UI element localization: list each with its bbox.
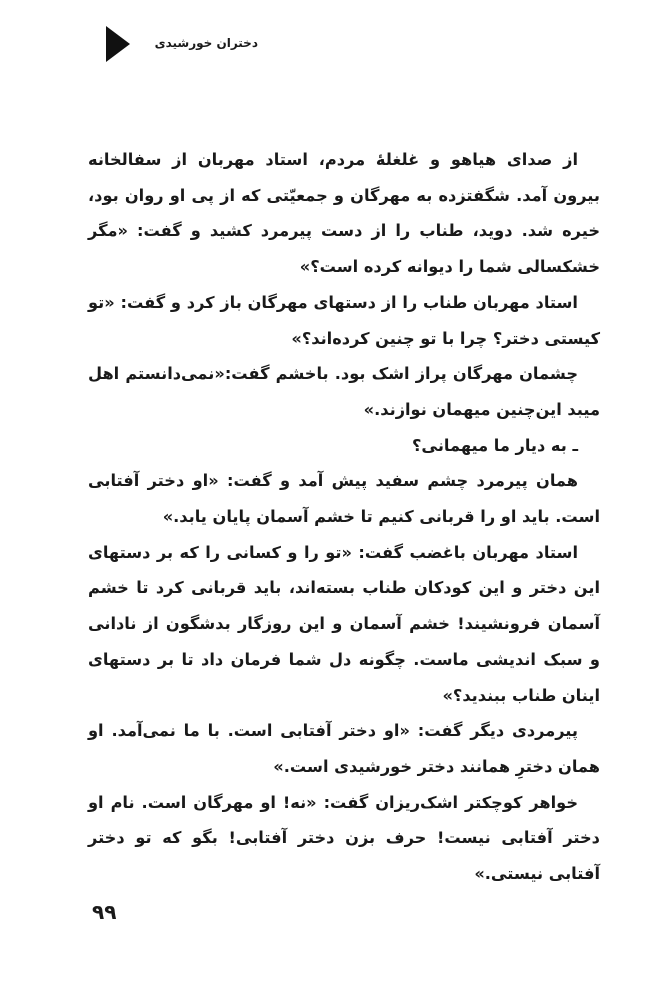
page-header xyxy=(100,26,260,66)
paragraph-4: ـ به دیار ما میهمانی؟ xyxy=(412,435,578,455)
page-number: ۹۹ xyxy=(92,900,117,924)
paragraph-8: خواهر کوچکتر اشک‌ریزان گفت: «نه! او مهرگان است. نام او دختر آفتابی نیست! حرف بزن دختر آفتابی! بگو که تو دختر آفتابی نیستی.» xyxy=(88,792,600,884)
paragraph-6: استاد مهربان باغضب گفت: «تو را و کسانی را که بر دستهای این دختر و این کودکان طناب بسته‌اند، باید قربانی کرد تا خشم آسمان فرونشیند! خشم آسمان و این روزگار بدشگون از نادانی و سبک اندیشی ماست. چگونه دل شما فرمان داد تا بر دستهای اینان طناب ببندید؟» xyxy=(88,542,600,705)
paragraph-1: از صدای هیاهو و غلغلهٔ مردم، استاد مهربان از سفالخانه بیرون آمد. شگفتزده به مهرگان و جمعیّتی که از پی او روان بود، خیره شد. دوید، طناب را از دست پیرمرد کشید و گفت: «مگر خشکسالی شما را دیوانه کرده است؟» xyxy=(88,150,600,277)
paragraph-2: استاد مهربان طناب را از دستهای مهرگان باز کرد و گفت: «تو کیستی دختر؟ چرا با تو چنین کرده‌اند؟» xyxy=(88,292,600,348)
paragraph-7: پیرمردی دیگر گفت: «او دختر آفتابی است. با ما نمی‌آمد. او همان دخترِ همانند دختر خورشیدی است.» xyxy=(88,721,600,776)
paragraph-5: همان پیرمرد چشم سفید پیش آمد و گفت: «او دختر آفتابی است. باید او را قربانی کنیم تا خشم آسمان پایان یابد.» xyxy=(88,471,600,527)
body-text xyxy=(88,142,600,892)
running-title: دختران خورشیدی xyxy=(154,36,258,50)
triangle-right-icon xyxy=(106,26,130,62)
paragraph-3: چشمان مهرگان پراز اشک بود. باخشم گفت:«نمی‌دانستم اهل میبد این‌چنین میهمان نوازند.» xyxy=(88,364,600,419)
